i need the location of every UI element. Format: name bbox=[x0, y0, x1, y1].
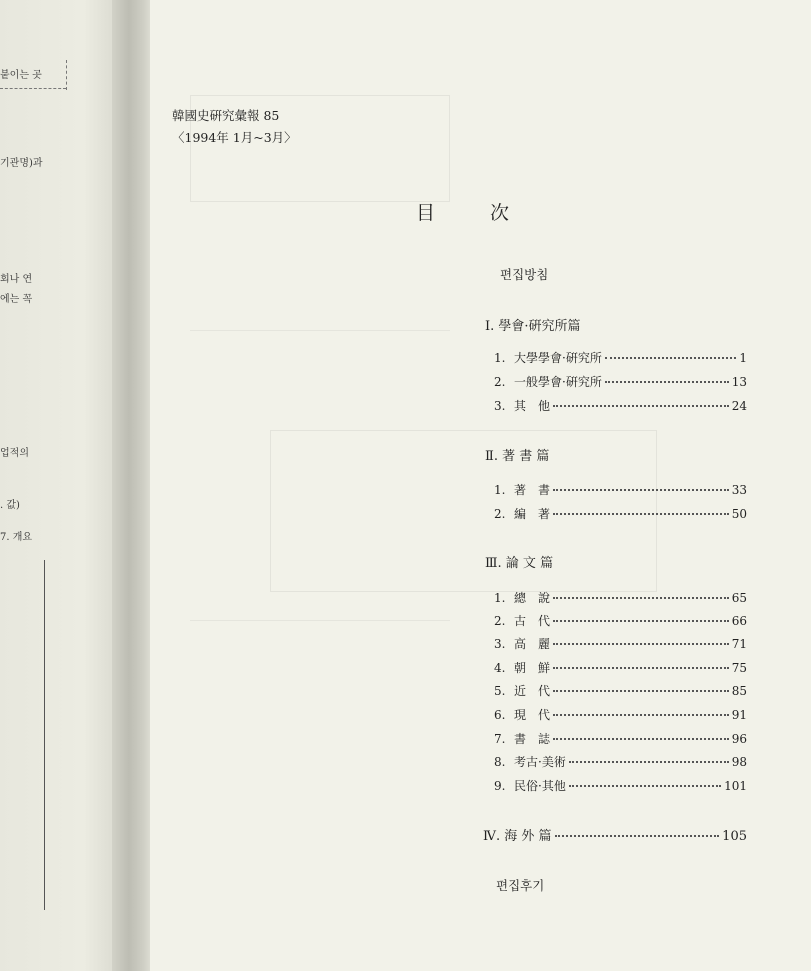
left-fragment: 업적의 bbox=[0, 448, 29, 459]
toc-section-row bbox=[483, 825, 747, 844]
bleed-through-line bbox=[190, 330, 450, 331]
toc-page: 65 bbox=[731, 591, 747, 605]
left-fragment: 기관명)과 bbox=[0, 158, 43, 169]
section-heading: Ⅳ. 海 外 篇 bbox=[483, 829, 552, 844]
left-fragment: 붙이는 곳 bbox=[0, 70, 42, 81]
toc-title: 高 麗 bbox=[514, 637, 551, 651]
toc-row bbox=[494, 730, 747, 746]
toc-page: 71 bbox=[731, 637, 747, 651]
toc-title: 古 代 bbox=[514, 614, 551, 628]
preface-entry: 편집방침 bbox=[500, 267, 549, 282]
toc-title: 近 代 bbox=[514, 684, 551, 698]
toc-number: 4. bbox=[494, 661, 506, 675]
toc-number: 2. bbox=[494, 507, 506, 521]
toc-title: 書 誌 bbox=[514, 732, 551, 746]
toc-number: 9. bbox=[494, 779, 506, 793]
toc-page: 96 bbox=[731, 732, 747, 746]
toc-title: 編 著 bbox=[514, 507, 551, 521]
title-char: 目 bbox=[416, 202, 436, 224]
left-frame-line bbox=[0, 88, 66, 89]
toc-title: 朝 鮮 bbox=[514, 661, 551, 675]
toc-row bbox=[494, 397, 747, 413]
toc-page: 33 bbox=[731, 483, 747, 497]
toc-row bbox=[494, 373, 747, 389]
toc-page: 13 bbox=[731, 375, 747, 389]
left-fragment: 7. 개요 bbox=[0, 532, 33, 543]
toc-row bbox=[494, 753, 747, 769]
toc-number: 5. bbox=[494, 684, 506, 698]
toc-row bbox=[494, 349, 747, 365]
toc-number: 3. bbox=[494, 399, 506, 413]
section-heading: Ⅰ. 學會·硏究所篇 bbox=[485, 319, 581, 334]
toc-row bbox=[494, 505, 747, 521]
toc-title: 一般學會·硏究所 bbox=[514, 375, 602, 389]
toc-page: 101 bbox=[724, 779, 747, 793]
toc-title: 民俗·其他 bbox=[514, 779, 566, 793]
toc-number: 2. bbox=[494, 375, 506, 389]
toc-leader bbox=[553, 643, 729, 645]
toc-leader bbox=[553, 513, 729, 515]
left-page bbox=[0, 0, 120, 971]
toc-row bbox=[494, 777, 747, 793]
series-title: 韓國史硏究彙報 85 bbox=[172, 108, 280, 123]
toc-row bbox=[494, 682, 747, 698]
toc-number: 7. bbox=[494, 732, 506, 746]
toc-page: 91 bbox=[731, 708, 747, 722]
left-fragment: . 값) bbox=[0, 500, 20, 511]
toc-page: 50 bbox=[731, 507, 747, 521]
left-fragment: 에는 꼭 bbox=[0, 294, 33, 305]
issue-period: 〈1994年 1月~3月〉 bbox=[172, 130, 297, 145]
toc-number: 2. bbox=[494, 614, 506, 628]
toc-number: 3. bbox=[494, 637, 506, 651]
left-frame-line bbox=[44, 560, 45, 910]
toc-title: 著 書 bbox=[514, 483, 551, 497]
section-heading: Ⅲ. 論 文 篇 bbox=[485, 556, 554, 571]
toc-row bbox=[494, 635, 747, 651]
toc-leader bbox=[605, 357, 737, 359]
toc-leader bbox=[553, 405, 729, 407]
toc-title: 其 他 bbox=[514, 399, 551, 413]
bleed-through-line bbox=[190, 620, 450, 621]
left-frame-line bbox=[66, 60, 67, 90]
toc-leader bbox=[553, 667, 729, 669]
toc-page: 105 bbox=[722, 829, 747, 844]
toc-row bbox=[494, 589, 747, 605]
toc-leader bbox=[569, 761, 729, 763]
toc-number: 1. bbox=[494, 351, 506, 365]
toc-row bbox=[494, 612, 747, 628]
toc-page: 85 bbox=[731, 684, 747, 698]
toc-leader bbox=[553, 738, 729, 740]
toc-title: 考古·美術 bbox=[514, 755, 566, 769]
toc-page: 1 bbox=[739, 351, 747, 365]
toc-leader bbox=[569, 785, 721, 787]
afterword-entry: 편집후기 bbox=[496, 878, 545, 893]
toc-row bbox=[494, 706, 747, 722]
toc-leader bbox=[553, 620, 729, 622]
toc-leader bbox=[553, 597, 729, 599]
toc-title: 大學學會·硏究所 bbox=[514, 351, 602, 365]
toc-leader bbox=[553, 714, 729, 716]
title-char: 次 bbox=[490, 202, 510, 224]
toc-leader bbox=[605, 381, 729, 383]
toc-number: 1. bbox=[494, 483, 506, 497]
toc-title: 總 說 bbox=[514, 591, 551, 605]
toc-page: 66 bbox=[731, 614, 747, 628]
toc-number: 1. bbox=[494, 591, 506, 605]
toc-title: 現 代 bbox=[514, 708, 551, 722]
toc-leader bbox=[553, 489, 729, 491]
toc-page: 98 bbox=[731, 755, 747, 769]
section-heading: Ⅱ. 著 書 篇 bbox=[485, 449, 550, 464]
toc-page: 75 bbox=[731, 661, 747, 675]
toc-leader bbox=[553, 690, 729, 692]
toc-row bbox=[494, 659, 747, 675]
left-fragment: 회나 연 bbox=[0, 274, 33, 285]
toc-number: 6. bbox=[494, 708, 506, 722]
book-gutter bbox=[112, 0, 154, 971]
toc-page: 24 bbox=[731, 399, 747, 413]
toc-leader bbox=[555, 835, 720, 837]
toc-row bbox=[494, 481, 747, 497]
toc-number: 8. bbox=[494, 755, 506, 769]
